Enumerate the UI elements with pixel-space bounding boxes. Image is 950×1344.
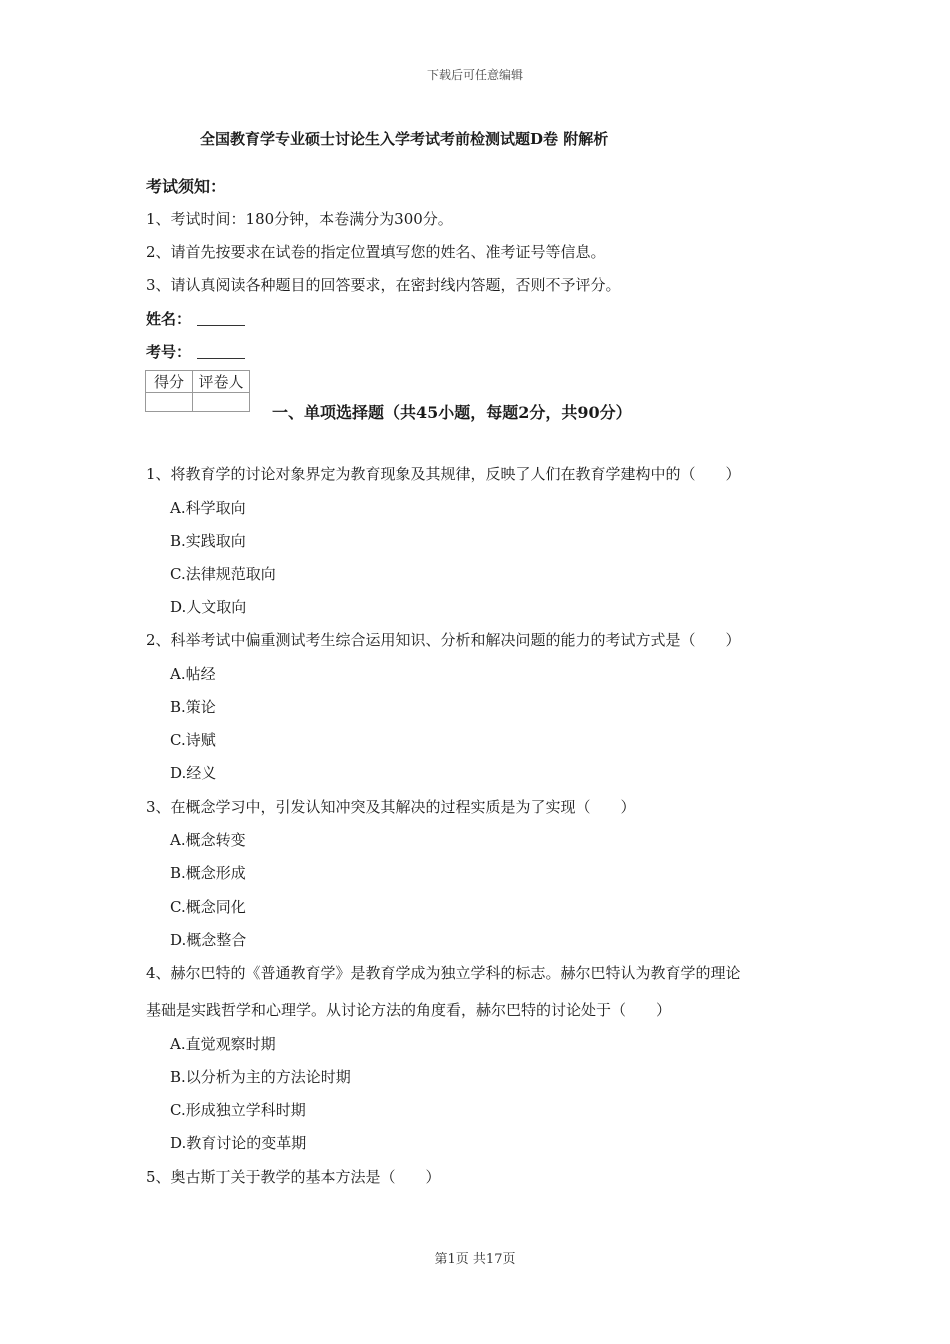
option-a: A.概念转变 bbox=[170, 831, 246, 849]
grader-header: 评卷人 bbox=[193, 371, 250, 393]
name-label: 姓名： bbox=[146, 310, 192, 328]
option-a: A.帖经 bbox=[170, 665, 216, 683]
option-c: C.形成独立学科时期 bbox=[170, 1101, 306, 1119]
id-blank[interactable] bbox=[197, 344, 245, 359]
option-d: D.概念整合 bbox=[170, 931, 247, 949]
option-b: B.实践取向 bbox=[170, 532, 246, 550]
id-label: 考号： bbox=[146, 343, 192, 361]
section-title: 一、单项选择题（共45小题，每题2分，共90分） bbox=[272, 403, 632, 422]
name-blank[interactable] bbox=[197, 311, 245, 326]
question-stem: 2、科举考试中偏重测试考生综合运用知识、分析和解决问题的能力的考试方式是（ ） bbox=[146, 631, 741, 649]
option-d: D.经义 bbox=[170, 764, 217, 782]
option-b: B.概念形成 bbox=[170, 864, 246, 882]
question-stem: 5、奥古斯丁关于教学的基本方法是（ ） bbox=[146, 1168, 441, 1186]
name-field[interactable] bbox=[146, 308, 245, 329]
option-c: C.法律规范取向 bbox=[170, 565, 276, 583]
score-table bbox=[145, 370, 250, 412]
option-c: C.概念同化 bbox=[170, 898, 246, 916]
exam-title: 全国教育学专业硕士讨论生入学考试考前检测试题D卷 附解析 bbox=[200, 130, 609, 148]
notice-heading: 考试须知： bbox=[146, 177, 227, 196]
notice-item: 1、考试时间：180分钟，本卷满分为300分。 bbox=[146, 210, 453, 228]
option-d: D.教育讨论的变革期 bbox=[170, 1134, 307, 1152]
option-b: B.以分析为主的方法论时期 bbox=[170, 1068, 351, 1086]
score-header: 得分 bbox=[146, 371, 193, 393]
option-d: D.人文取向 bbox=[170, 598, 247, 616]
question-stem-continued: 基础是实践哲学和心理学。从讨论方法的角度看，赫尔巴特的讨论处于（ ） bbox=[146, 1001, 672, 1019]
question-stem: 1、将教育学的讨论对象界定为教育现象及其规律，反映了人们在教育学建构中的（ ） bbox=[146, 465, 741, 483]
grader-cell[interactable] bbox=[193, 393, 250, 412]
option-a: A.科学取向 bbox=[170, 499, 246, 517]
option-b: B.策论 bbox=[170, 698, 216, 716]
score-cell[interactable] bbox=[146, 393, 193, 412]
option-a: A.直觉观察时期 bbox=[170, 1035, 276, 1053]
notice-item: 2、请首先按要求在试卷的指定位置填写您的姓名、准考证号等信息。 bbox=[146, 243, 606, 261]
page-header: 下载后可任意编辑 bbox=[426, 68, 523, 82]
question-stem: 4、赫尔巴特的《普通教育学》是教育学成为独立学科的标志。赫尔巴特认为教育学的理论 bbox=[146, 964, 741, 982]
option-c: C.诗赋 bbox=[170, 731, 216, 749]
notice-item: 3、请认真阅读各种题目的回答要求，在密封线内答题，否则不予评分。 bbox=[146, 276, 621, 294]
id-field[interactable] bbox=[146, 341, 245, 362]
page-footer: 第1页 共17页 bbox=[434, 1252, 516, 1267]
question-stem: 3、在概念学习中，引发认知冲突及其解决的过程实质是为了实现（ ） bbox=[146, 798, 636, 816]
